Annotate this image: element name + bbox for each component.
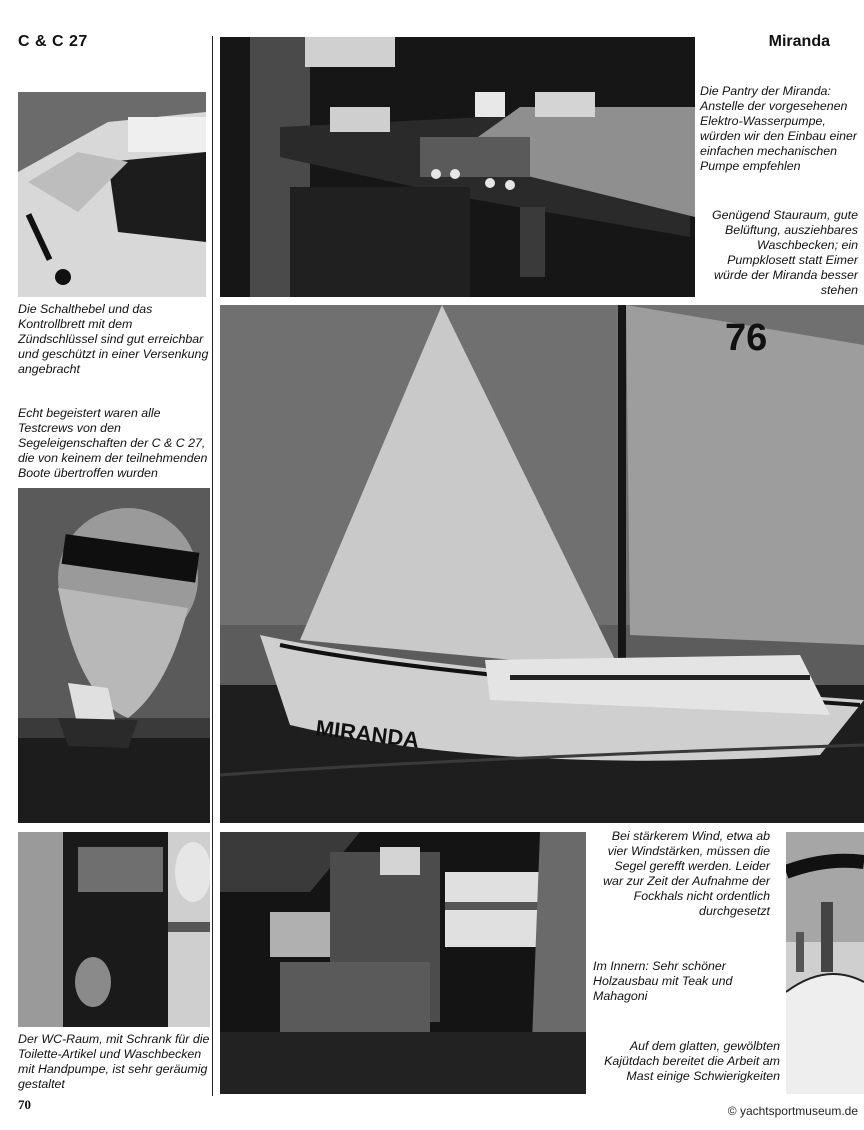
caption-test-crews: Echt begeistert waren alle Testcrews von den Segeleigenschaften der C & C 27, die von keinem der teilnehmenden Boote übertroffen wurden — [18, 406, 208, 480]
caption-wc: Der WC-Raum, mit Schrank für die Toilette-Artikel und Waschbecken mit Handpumpe, ist sehr geräumig gestaltet — [18, 1032, 210, 1091]
watermark-credit: © yachtsportmuseum.de — [727, 1104, 858, 1118]
page-title-right: Miranda — [768, 33, 830, 50]
page-title-left: C & C 27 — [18, 33, 88, 50]
caption-interior: Im Innern: Sehr schöner Holzausbau mit Teak und Mahagoni — [593, 959, 733, 1003]
caption-shift-lever: Die Schalthebel und das Kontrollbrett mit dem Zündschlüssel sind gut erreichbar und geschützt in einer Versenkung angebracht — [18, 302, 209, 376]
sail-number-text: 76 — [725, 317, 768, 359]
photo-pantry — [220, 37, 695, 297]
photo-wc-room — [18, 832, 210, 1027]
caption-cabin-roof: Auf dem glatten, gewölbten Kajütdach bereitet die Arbeit am Mast einige Schwierigkeiten — [604, 1039, 780, 1083]
caption-pantry: Die Pantry der Miranda: Anstelle der vorgesehenen Elektro-Wasserpumpe, würden wir den Einbau einer einfachen mechanischen Pumpe empfehlen — [700, 84, 858, 173]
column-divider — [212, 36, 213, 1096]
photo-cabin-roof — [786, 832, 864, 1094]
photo-cockpit-controls — [18, 92, 206, 297]
photo-interior — [220, 832, 586, 1094]
caption-storage: Genügend Stauraum, gute Belüftung, ausziehbares Waschbecken; ein Pumpklosett statt Eimer würde der Miranda besser stehen — [711, 208, 858, 297]
page-number: 70 — [18, 1097, 31, 1112]
photo-sailing-yacht — [220, 305, 864, 823]
photo-spinnaker — [18, 488, 210, 823]
caption-wind: Bei stärkerem Wind, etwa ab vier Windstärken, müssen die Segel gerefft werden. Leider war zur Zeit der Aufnahme der Fockhals nicht ordentlich durchgesetzt — [603, 829, 770, 918]
hull-name-text: MIRANDA — [314, 715, 421, 753]
